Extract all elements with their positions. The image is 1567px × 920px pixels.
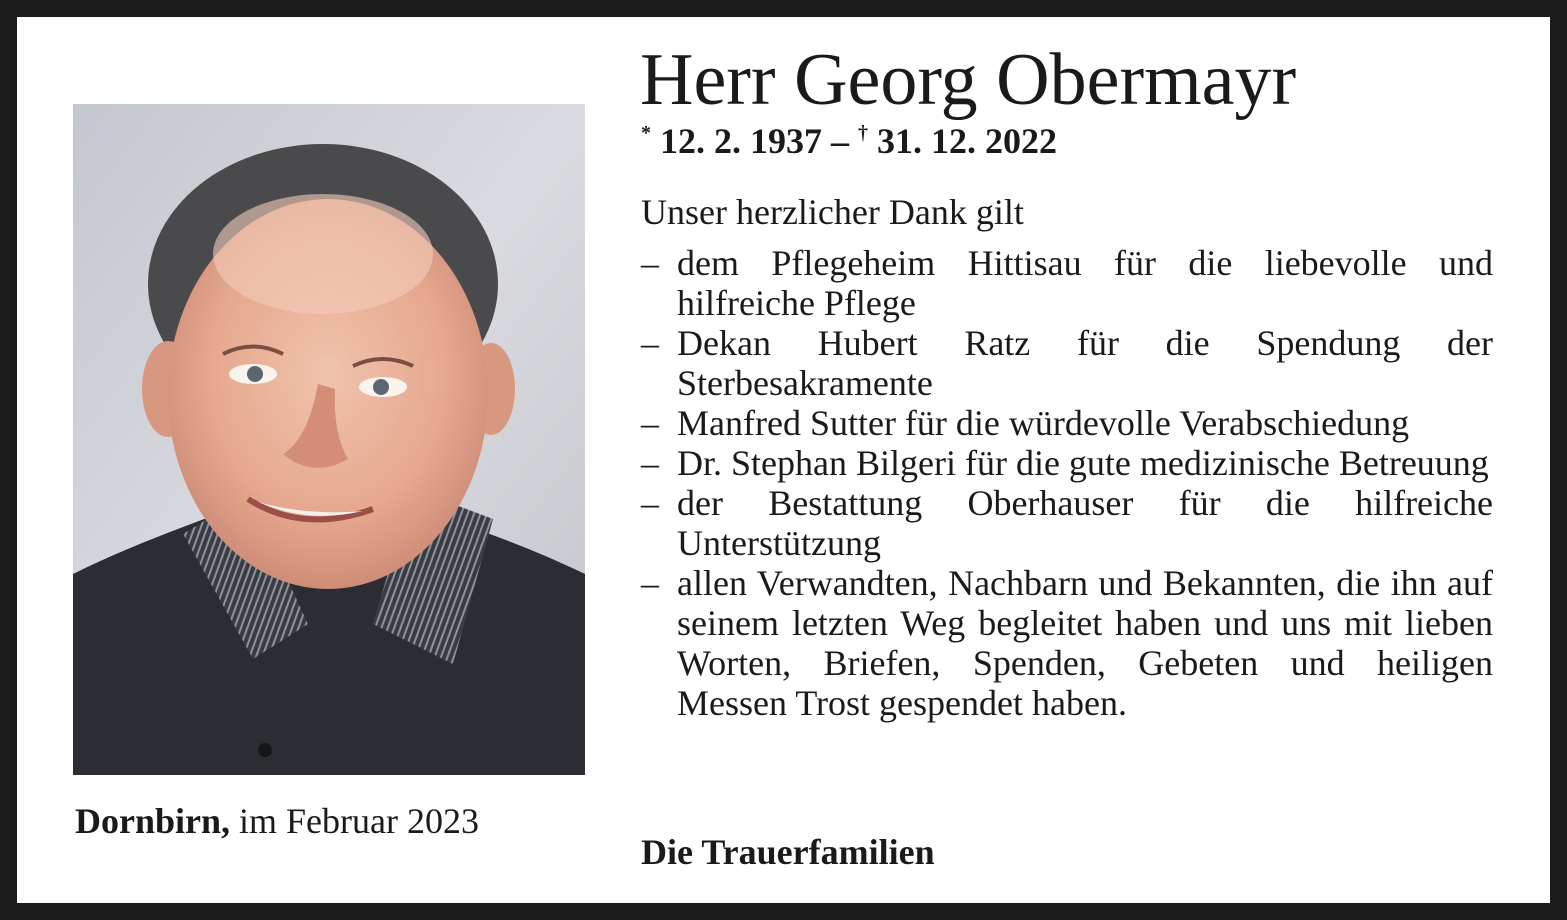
thanks-item (641, 323, 1493, 403)
list-dash: – (641, 243, 659, 283)
birth-date: 12. 2. 1937 (660, 121, 822, 161)
thanks-item (641, 243, 1493, 323)
date-separator: – (831, 121, 849, 161)
list-dash: – (641, 563, 659, 603)
list-dash: – (641, 483, 659, 523)
list-dash: – (641, 443, 659, 483)
portrait-illustration (73, 104, 585, 775)
list-dash: – (641, 323, 659, 363)
thanks-item (641, 563, 1493, 723)
death-symbol: † (858, 122, 868, 144)
thanks-item (641, 403, 1493, 443)
thanks-item-text: der Bestattung Oberhauser für die hilfreiche Unterstützung (677, 483, 1493, 563)
notice-date: im Februar 2023 (239, 801, 479, 841)
thanks-item-text: allen Verwandten, Nachbarn und Bekannten, die ihn auf seinem letzten Weg begleitet haben und uns mit lieben Worten, Briefen, Spenden, Gebeten und heiligen Messen Trost gespendet haben. (677, 563, 1493, 723)
thanks-item-text: Dekan Hubert Ratz für die Spendung der Sterbesakramente (677, 323, 1493, 403)
thanks-intro: Unser herzlicher Dank gilt (641, 192, 1024, 232)
death-date: 31. 12. 2022 (877, 121, 1057, 161)
thanks-list (641, 243, 1493, 723)
thanks-item (641, 443, 1493, 483)
deceased-name: Herr Georg Obermayr (640, 39, 1297, 121)
list-dash: – (641, 403, 659, 443)
birth-symbol: * (641, 122, 651, 144)
thanks-item (641, 483, 1493, 563)
thanks-item-text: Dr. Stephan Bilgeri für die gute medizinische Betreuung (677, 443, 1489, 483)
family-signoff: Die Trauerfamilien (641, 832, 935, 872)
place-name: Dornbirn, (75, 801, 231, 841)
thanks-item-text: Manfred Sutter für die würdevolle Verabschiedung (677, 403, 1410, 443)
portrait-photo (73, 104, 585, 775)
place-date-caption (75, 800, 479, 842)
thanks-item-text: dem Pflegeheim Hittisau für die liebevolle und hilfreiche Pflege (677, 243, 1493, 323)
life-dates (641, 120, 1057, 162)
